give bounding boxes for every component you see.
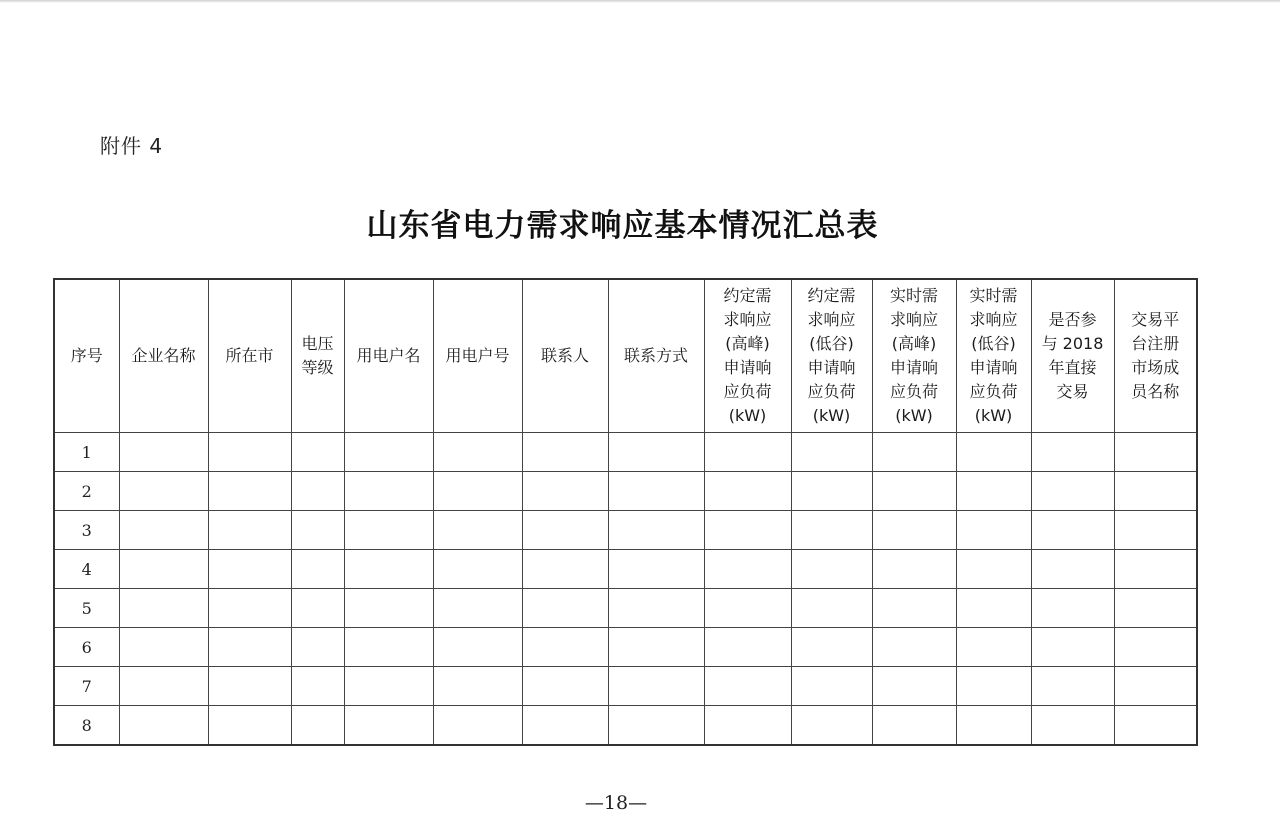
table-cell (119, 589, 208, 628)
table-cell (522, 628, 608, 667)
table-cell (1031, 628, 1114, 667)
column-header: 序号 (54, 279, 119, 433)
table-cell (208, 433, 291, 472)
row-number: 6 (54, 628, 119, 667)
table-cell (956, 550, 1031, 589)
table-cell (522, 667, 608, 706)
table-cell (344, 433, 433, 472)
column-header: 实时需 求响应 (低谷) 申请响 应负荷 (kW) (956, 279, 1031, 433)
table-cell (344, 589, 433, 628)
table-row (54, 472, 1197, 511)
table-cell (208, 472, 291, 511)
page-edge (0, 0, 1280, 3)
table-cell (433, 589, 522, 628)
table-cell (208, 511, 291, 550)
table-cell (119, 706, 208, 746)
table-cell (956, 667, 1031, 706)
table-cell (291, 472, 344, 511)
row-number: 7 (54, 667, 119, 706)
table-cell (1031, 433, 1114, 472)
table-cell (608, 472, 704, 511)
summary-table (53, 278, 1198, 746)
table-cell (872, 706, 956, 746)
row-number: 4 (54, 550, 119, 589)
table-cell (872, 433, 956, 472)
table-cell (522, 589, 608, 628)
table-cell (119, 628, 208, 667)
table-cell (704, 550, 791, 589)
table-cell (291, 550, 344, 589)
table-cell (119, 550, 208, 589)
table-cell (608, 589, 704, 628)
table-cell (1031, 550, 1114, 589)
table-cell (791, 667, 872, 706)
table-cell (119, 472, 208, 511)
column-header: 约定需 求响应 (高峰) 申请响 应负荷 (kW) (704, 279, 791, 433)
table-cell (704, 706, 791, 746)
table-cell (608, 628, 704, 667)
table-cell (344, 706, 433, 746)
column-header: 联系人 (522, 279, 608, 433)
table-cell (433, 550, 522, 589)
table-cell (1031, 511, 1114, 550)
table-cell (522, 472, 608, 511)
table-cell (1114, 511, 1197, 550)
row-number: 5 (54, 589, 119, 628)
table-cell (208, 706, 291, 746)
page-title: 山东省电力需求响应基本情况汇总表 (366, 208, 879, 244)
row-number: 2 (54, 472, 119, 511)
table-cell (291, 589, 344, 628)
table-cell (119, 667, 208, 706)
table-cell (344, 511, 433, 550)
table-row (54, 433, 1197, 472)
table-cell (522, 706, 608, 746)
table-cell (344, 472, 433, 511)
table-cell (1114, 706, 1197, 746)
table-cell (608, 433, 704, 472)
table-cell (956, 433, 1031, 472)
table-cell (1031, 472, 1114, 511)
column-header: 企业名称 (119, 279, 208, 433)
table-cell (1031, 589, 1114, 628)
table-cell (956, 706, 1031, 746)
page-number: —18— (584, 792, 648, 814)
table-cell (791, 511, 872, 550)
table-cell (1114, 433, 1197, 472)
table-cell (344, 628, 433, 667)
column-header: 是否参 与 2018 年直接 交易 (1031, 279, 1114, 433)
table-cell (791, 706, 872, 746)
table-row (54, 667, 1197, 706)
table-cell (872, 472, 956, 511)
table-cell (291, 511, 344, 550)
table-body (54, 433, 1197, 746)
attachment-label: 附件 4 (100, 134, 164, 158)
column-header: 用电户名 (344, 279, 433, 433)
table-row (54, 628, 1197, 667)
table-cell (956, 589, 1031, 628)
table-cell (1114, 589, 1197, 628)
table-cell (872, 511, 956, 550)
column-header: 所在市 (208, 279, 291, 433)
table-cell (291, 433, 344, 472)
table-cell (608, 511, 704, 550)
row-number: 3 (54, 511, 119, 550)
table-cell (791, 433, 872, 472)
column-header: 约定需 求响应 (低谷) 申请响 应负荷 (kW) (791, 279, 872, 433)
table-cell (872, 550, 956, 589)
table-cell (791, 628, 872, 667)
table-cell (704, 511, 791, 550)
row-number: 8 (54, 706, 119, 746)
column-header: 交易平 台注册 市场成 员名称 (1114, 279, 1197, 433)
table-cell (956, 628, 1031, 667)
table-cell (704, 589, 791, 628)
column-header: 联系方式 (608, 279, 704, 433)
table-cell (433, 472, 522, 511)
table-cell (291, 628, 344, 667)
column-header: 电压 等级 (291, 279, 344, 433)
table-cell (791, 472, 872, 511)
table-cell (1031, 706, 1114, 746)
table-row (54, 511, 1197, 550)
table-cell (344, 550, 433, 589)
table-cell (1114, 550, 1197, 589)
table-cell (608, 706, 704, 746)
table-cell (1114, 472, 1197, 511)
table-cell (433, 628, 522, 667)
table-cell (208, 667, 291, 706)
table-cell (291, 667, 344, 706)
table-cell (291, 706, 344, 746)
table-cell (433, 433, 522, 472)
table-cell (791, 589, 872, 628)
table-cell (704, 628, 791, 667)
table-cell (704, 472, 791, 511)
table-cell (119, 433, 208, 472)
table-cell (522, 433, 608, 472)
table-cell (1114, 667, 1197, 706)
table-cell (208, 628, 291, 667)
table-cell (704, 433, 791, 472)
table-cell (119, 511, 208, 550)
table-row (54, 589, 1197, 628)
table-cell (608, 667, 704, 706)
table-cell (522, 511, 608, 550)
table-cell (1114, 628, 1197, 667)
table-cell (791, 550, 872, 589)
table-cell (704, 667, 791, 706)
table-cell (522, 550, 608, 589)
table-row (54, 550, 1197, 589)
table-cell (956, 472, 1031, 511)
table-cell (608, 550, 704, 589)
table-cell (956, 511, 1031, 550)
table-cell (208, 550, 291, 589)
table-cell (433, 706, 522, 746)
table-cell (433, 511, 522, 550)
column-header: 用电户号 (433, 279, 522, 433)
row-number: 1 (54, 433, 119, 472)
table-header-row (54, 279, 1197, 433)
table-cell (344, 667, 433, 706)
table-cell (208, 589, 291, 628)
table-cell (1031, 667, 1114, 706)
table-cell (433, 667, 522, 706)
table-cell (872, 589, 956, 628)
table-cell (872, 667, 956, 706)
table-row (54, 706, 1197, 746)
table-cell (872, 628, 956, 667)
column-header: 实时需 求响应 (高峰) 申请响 应负荷 (kW) (872, 279, 956, 433)
